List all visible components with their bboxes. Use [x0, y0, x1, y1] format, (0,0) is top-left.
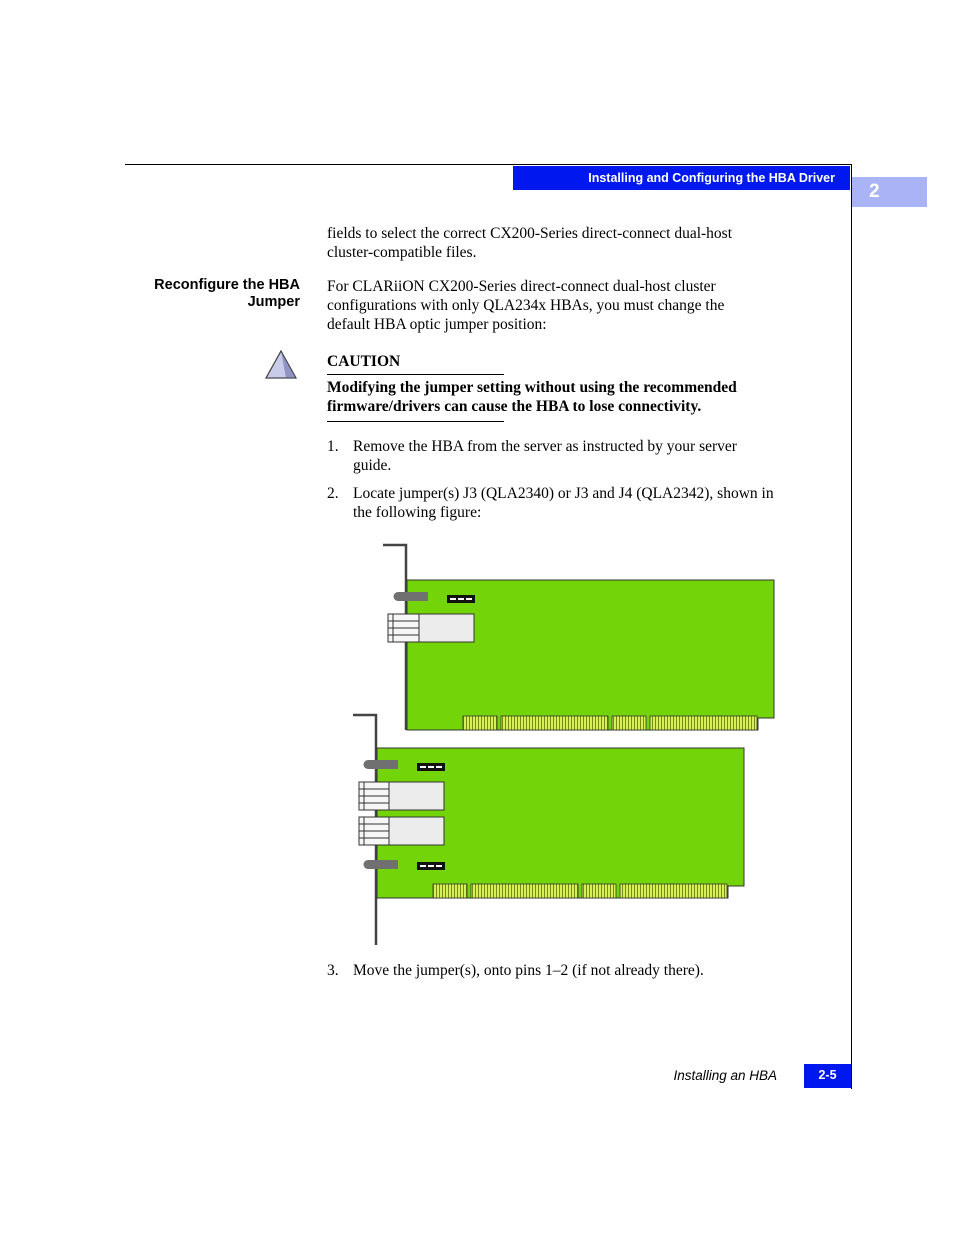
- section-paragraph: [327, 277, 807, 334]
- caution-label: CAUTION: [327, 353, 401, 370]
- step-text: [353, 437, 808, 475]
- intro-paragraph: [327, 224, 807, 262]
- caution-rule: [327, 374, 504, 375]
- paragraph-line: configurations with only QLA234x HBAs, you must change the: [327, 297, 725, 314]
- jumper-j3: [447, 595, 475, 603]
- step-line: guide.: [353, 457, 392, 474]
- section-heading-line: Reconfigure the HBA: [154, 277, 300, 293]
- step-number: 3.: [327, 962, 339, 979]
- paragraph-line: For CLARiiON CX200-Series direct-connect dual-host cluster: [327, 278, 716, 295]
- section-heading-line: Jumper: [247, 294, 300, 310]
- intro-line: cluster-compatible files.: [327, 244, 477, 261]
- intro-line: fields to select the correct CX200-Series direct-connect dual-host: [327, 225, 733, 242]
- jumper-j4: [417, 862, 445, 870]
- qla2340-card: [383, 545, 774, 730]
- step-text: [353, 484, 808, 522]
- caution-triangle-icon: [264, 349, 298, 381]
- chapter-tab: 2: [852, 177, 927, 207]
- section-heading: [130, 277, 300, 311]
- header-rule: [125, 164, 852, 165]
- page-number: 2-5: [804, 1064, 851, 1088]
- qla2342-card: [353, 715, 744, 945]
- hba-jumper-figure: [350, 540, 780, 950]
- step-line: Remove the HBA from the server as instructed by your server: [353, 438, 737, 455]
- caution-rule: [327, 421, 504, 422]
- jumper-j3: [417, 763, 445, 771]
- caution-line: Modifying the jumper setting without using the recommended: [327, 379, 737, 396]
- step-line: Locate jumper(s) J3 (QLA2340) or J3 and J4 (QLA2342), shown in: [353, 485, 774, 502]
- paragraph-line: default HBA optic jumper position:: [327, 316, 547, 333]
- step-line: the following figure:: [353, 504, 482, 521]
- step-number: 1.: [327, 438, 339, 455]
- footer-section-title: Installing an HBA: [673, 1068, 777, 1083]
- caution-text: [327, 378, 807, 416]
- step-text: [353, 961, 808, 980]
- step-number: 2.: [327, 485, 339, 502]
- running-header: Installing and Configuring the HBA Driver: [513, 166, 850, 190]
- step-line: Move the jumper(s), onto pins 1–2 (if not already there).: [353, 962, 704, 979]
- margin-rule: [851, 164, 852, 1089]
- caution-line: firmware/drivers can cause the HBA to lose connectivity.: [327, 398, 702, 415]
